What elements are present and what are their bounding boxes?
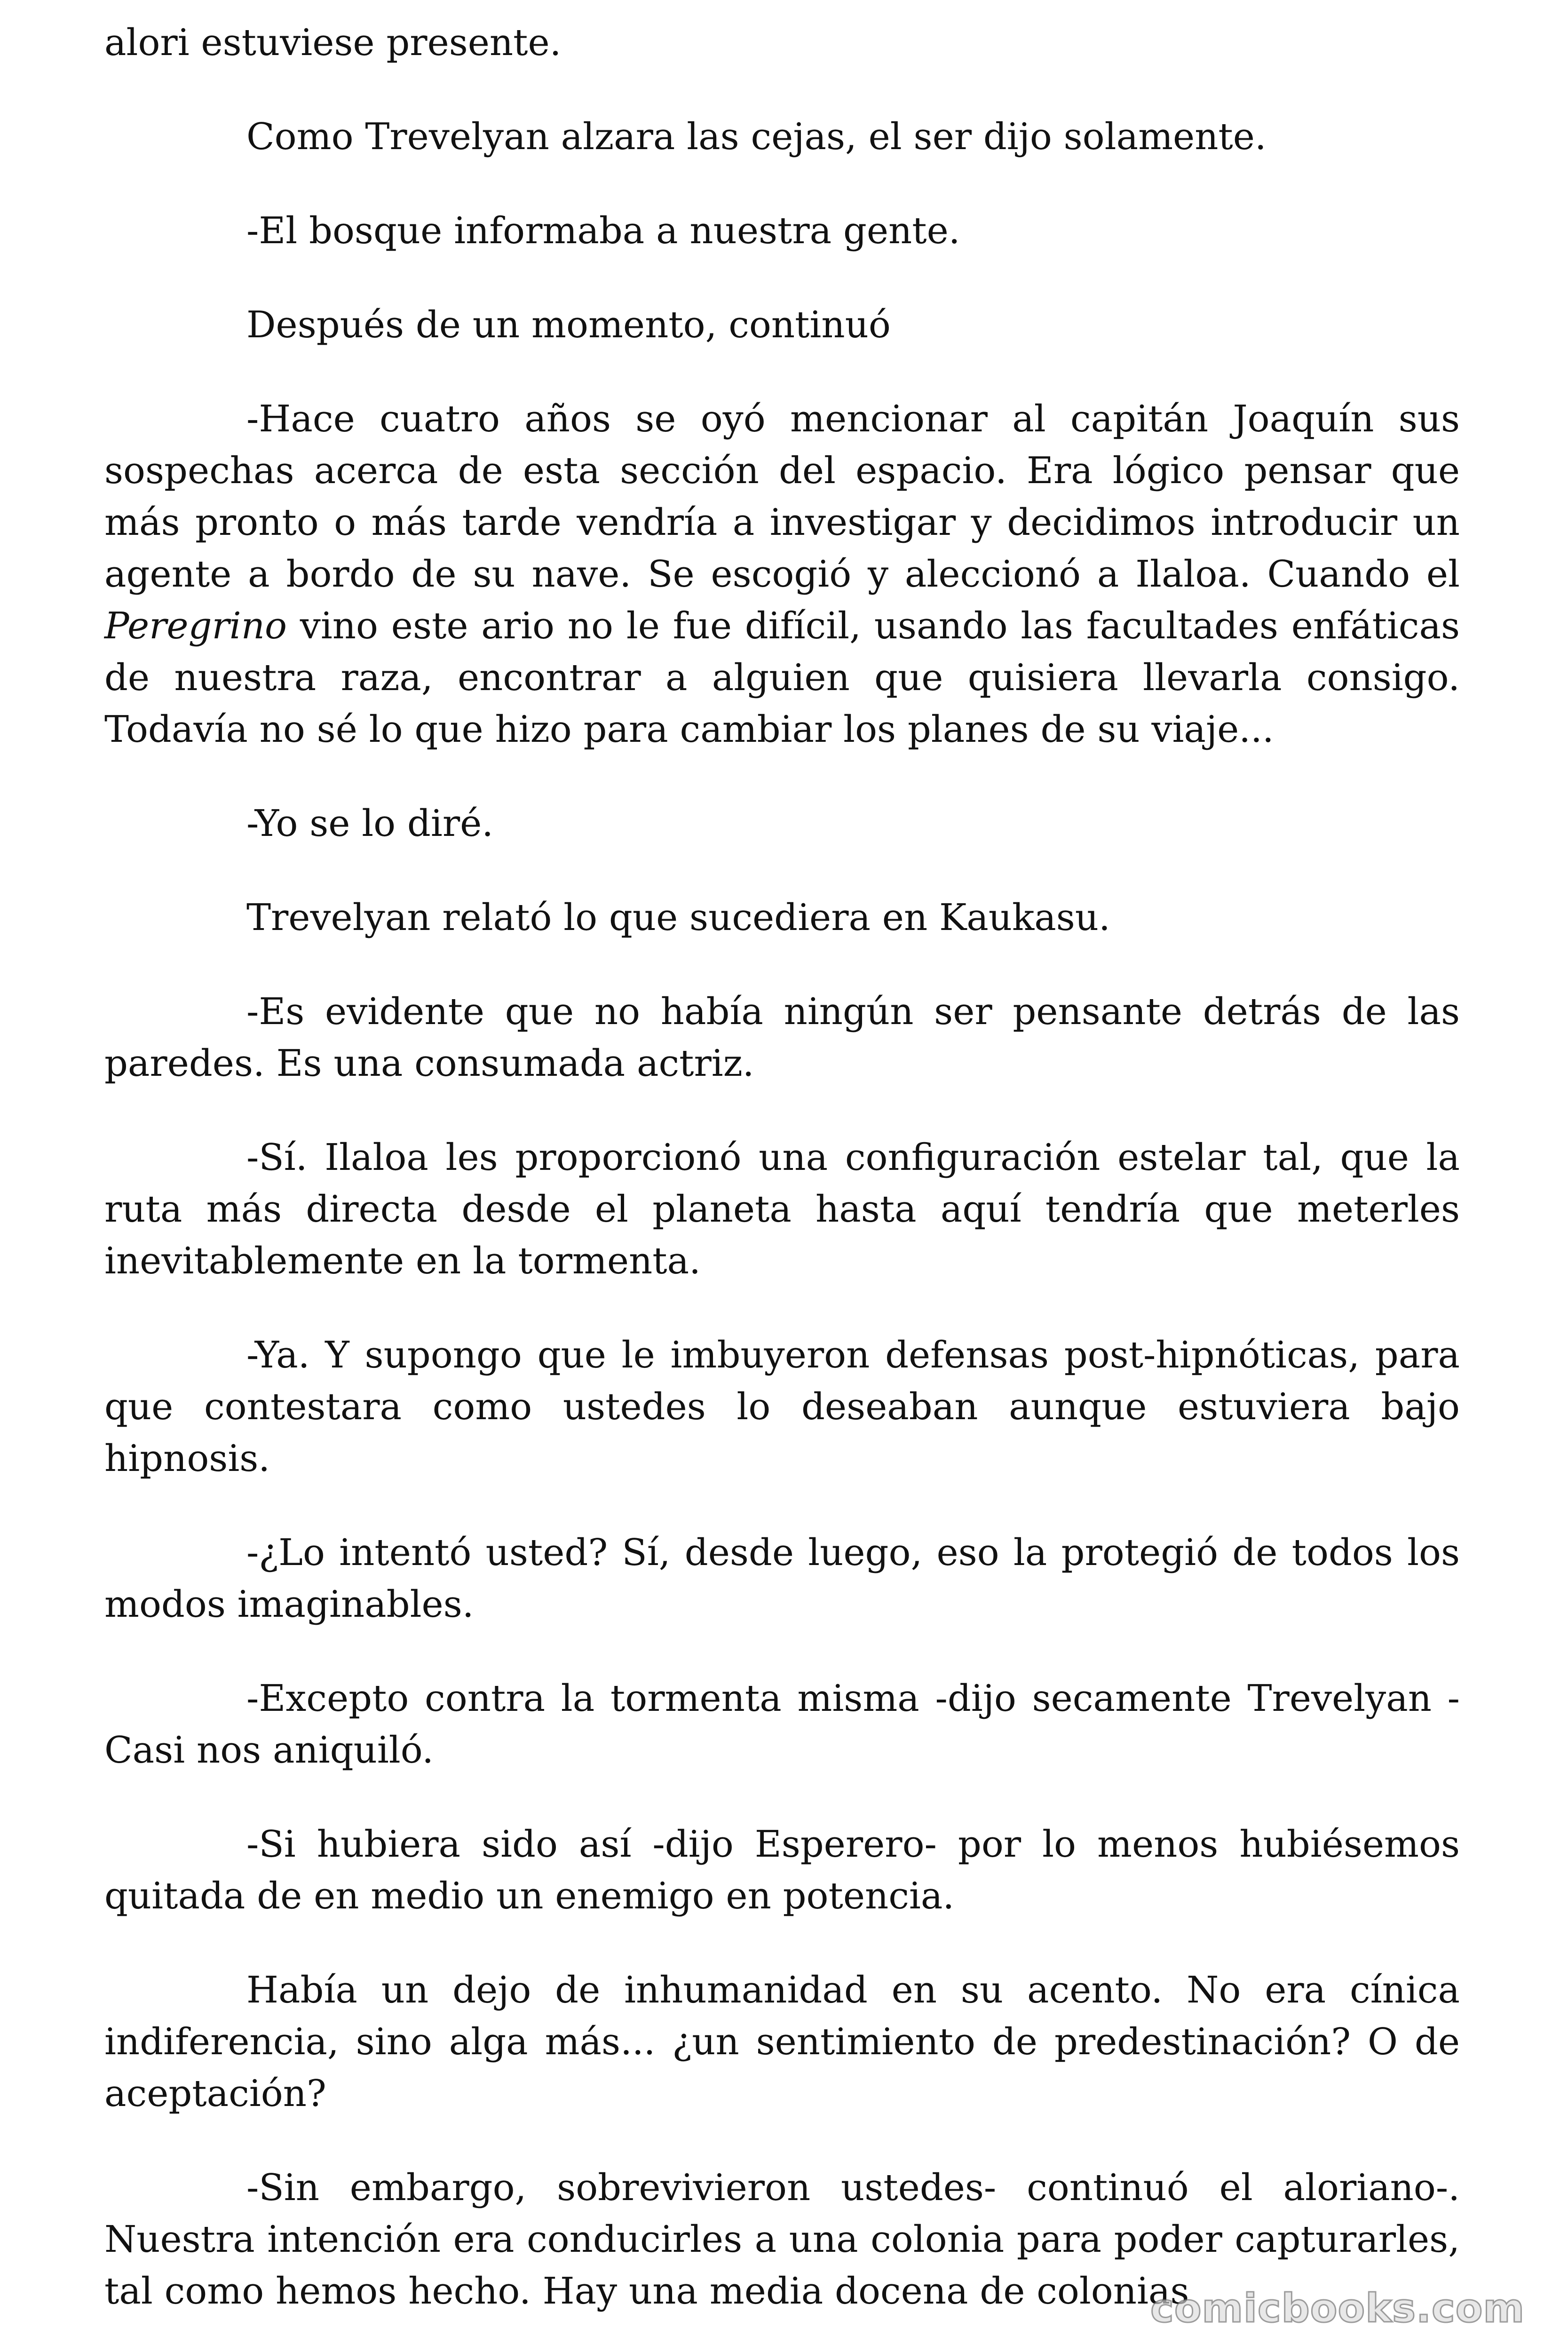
paragraph-3: -El bosque informaba a nuestra gente. [246,210,960,252]
paragraph-1: alori estuviese presente. [104,22,562,64]
page-text [104,17,1460,2317]
paragraph-10: -Ya. Y supongo que le imbuyeron defensas post-hipnóticas, para que contestara como ustedes lo deseaban aunque estuviera bajo hipnosis. [104,1334,1460,1480]
paragraph-2: Como Trevelyan alzara las cejas, el ser dijo solamente. [246,116,1267,158]
paragraph-9: -Sí. Ilaloa les proporcionó una configuración estelar tal, que la ruta más directa desde el planeta hasta aquí tendría que meterles inevitablemente en la tormenta. [104,1136,1460,1282]
paragraph-8: -Es evidente que no había ningún ser pensante detrás de las paredes. Es una consumada actriz. [104,991,1460,1085]
paragraph-5 [104,393,1460,755]
paragraph-12: -Excepto contra la tormenta misma -dijo secamente Trevelyan - Casi nos aniquiló. [104,1677,1460,1772]
watermark: comicbooks.com [1150,2285,1525,2331]
paragraph-5-after: vino este ario no le fue difícil, usando las facultades enfáticas de nuestra raza, encontrar a alguien que quisiera llevarla consigo. Todavía no sé lo que hizo para cambiar los planes de su viaje... [104,605,1460,751]
ship-name-italic: Peregrino [104,605,287,647]
paragraph-4: Después de un momento, continuó [246,304,891,346]
paragraph-15: -Sin embargo, sobrevivieron ustedes- continuó el aloriano-. Nuestra intención era conducirles a una colonia para poder capturarles, tal como hemos hecho. Hay una media docena de colonias [104,2167,1460,2312]
paragraph-11: -¿Lo intentó usted? Sí, desde luego, eso la protegió de todos los modos imaginables. [104,1532,1460,1626]
paragraph-6: -Yo se lo diré. [246,803,494,845]
paragraph-14: Había un dejo de inhumanidad en su acento. No era cínica indiferencia, sino alga más... ¿un sentimiento de predestinación? O de aceptación? [104,1969,1460,2115]
paragraph-7: Trevelyan relató lo que sucediera en Kaukasu. [246,897,1110,939]
paragraph-5-before: -Hace cuatro años se oyó mencionar al capitán Joaquín sus sospechas acerca de esta sección del espacio. Era lógico pensar que más pronto o más tarde vendría a investigar y decidimos introducir un agente a bordo de su nave. Se escogió y aleccionó a Ilaloa. Cuando el [104,398,1460,596]
paragraph-13: -Si hubiera sido así -dijo Esperero- por lo menos hubiésemos quitada de en medio un enemigo en potencia. [104,1823,1460,1917]
